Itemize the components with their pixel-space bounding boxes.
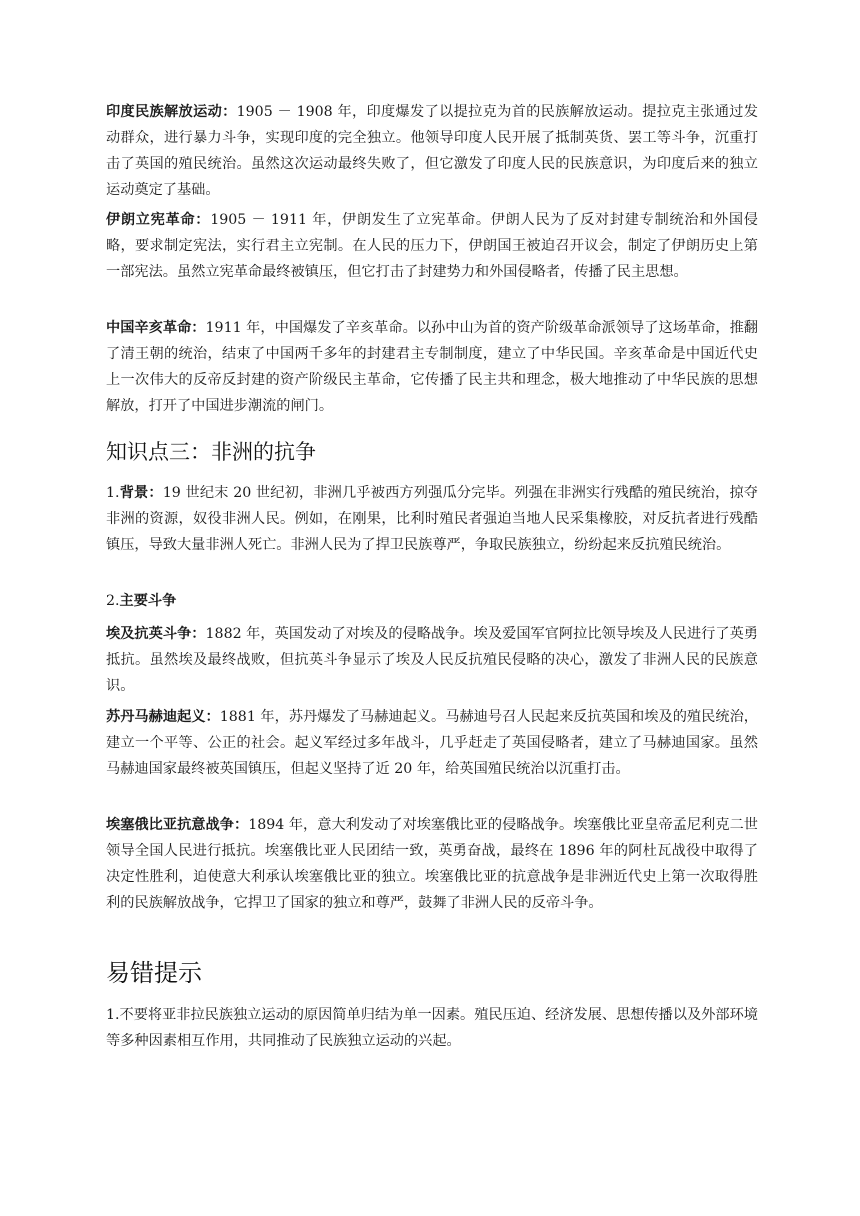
paragraph-text: 1911 年，中国爆发了辛亥革命。以孙中山为首的资产阶级革命派领导了这场革命，推翻了清王朝的统治，结束了中国两千多年的封建君主专制制度，建立了中华民国。辛亥革命是中国近代史上一次伟大的反帝反封建的资产阶级民主革命，它传播了民主共和理念，极大地推动了中华民族的思想解放，打开了中国进步潮流的闸门。	[106, 320, 758, 414]
paragraph-text: 1894 年，意大利发动了对埃塞俄比亚的侵略战争。埃塞俄比亚皇帝孟尼利克二世领导全国人民进行抵抗。埃塞俄比亚人民团结一致，英勇奋战，最终在 1896 年的阿杜瓦战役中取得了决定性胜利，迫使意大利承认埃塞俄比亚的独立。埃塞俄比亚的抗意战争是非洲近代史上第一次取得胜利的民族解放战争，它捍卫了国家的独立和尊严，鼓舞了非洲人民的反帝斗争。	[106, 817, 758, 911]
paragraph-china	[106, 315, 758, 419]
paragraph-text: 1905 － 1908 年，印度爆发了以提拉克为首的民族解放运动。提拉克主张通过发动群众，进行暴力斗争，实现印度的完全独立。他领导印度人民开展了抵制英货、罢工等斗争，沉重打击了英国的殖民统治。虽然这次运动最终失败了，但它激发了印度人民的民族意识，为印度后来的独立运动奠定了基础。	[106, 104, 758, 198]
paragraph-ethiopia	[106, 812, 758, 916]
section-heading-tips: 易错提示	[106, 959, 202, 987]
paragraph-text: 1881 年，苏丹爆发了马赫迪起义。马赫迪号召人民起来反抗英国和埃及的殖民统治，建立一个平等、公正的社会。起义军经过多年战斗，几乎赶走了英国侵略者，建立了马赫迪国家。虽然马赫迪国家最终被英国镇压，但起义坚持了近 20 年，给英国殖民统治以沉重打击。	[106, 709, 758, 777]
term-label: 埃及抗英斗争：	[106, 626, 206, 642]
paragraph-egypt	[106, 621, 758, 699]
subheading-main-struggles	[106, 588, 176, 614]
term-label: 印度民族解放运动：	[106, 104, 237, 120]
paragraph-iran	[106, 207, 758, 285]
term-label: 埃塞俄比亚抗意战争：	[106, 817, 249, 833]
paragraph-tip-1	[106, 1002, 758, 1054]
section-heading-knowledge3: 知识点三：非洲的抗争	[106, 440, 316, 464]
paragraph-sudan	[106, 704, 758, 782]
paragraph-text: 1905 － 1911 年，伊朗发生了立宪革命。伊朗人民为了反对封建专制统治和外国侵略，要求制定宪法，实行君主立宪制。在人民的压力下，伊朗国王被迫召开议会，制定了伊朗历史上第一部宪法。虽然立宪革命最终被镇压，但它打击了封建势力和外国侵略者，传播了民主思想。	[106, 212, 758, 280]
paragraph-india	[106, 99, 758, 203]
subheading-label: 主要斗争	[119, 593, 177, 609]
paragraph-background	[106, 480, 758, 558]
item-number: 2.	[106, 593, 120, 609]
paragraph-text: 不要将亚非拉民族独立运动的原因简单归结为单一因素。殖民压迫、经济发展、思想传播以及外部环境等多种因素相互作用，共同推动了民族独立运动的兴起。	[106, 1007, 758, 1049]
item-number: 1.	[106, 485, 120, 501]
term-label: 中国辛亥革命：	[106, 320, 206, 336]
term-label: 背景：	[119, 485, 163, 501]
item-number: 1.	[106, 1007, 120, 1023]
paragraph-text: 1882 年，英国发动了对埃及的侵略战争。埃及爱国军官阿拉比领导埃及人民进行了英勇抵抗。虽然埃及最终战败，但抗英斗争显示了埃及人民反抗殖民侵略的决心，激发了非洲人民的民族意识。	[106, 626, 758, 694]
term-label: 苏丹马赫迪起义：	[106, 709, 220, 725]
term-label: 伊朗立宪革命：	[106, 212, 211, 228]
paragraph-text: 19 世纪末 20 世纪初，非洲几乎被西方列强瓜分完毕。列强在非洲实行残酷的殖民统治，掠夺非洲的资源，奴役非洲人民。例如，在刚果，比利时殖民者强迫当地人民采集橡胶，对反抗者进行残酷镇压，导致大量非洲人死亡。非洲人民为了捍卫民族尊严，争取民族独立，纷纷起来反抗殖民统治。	[106, 485, 758, 553]
